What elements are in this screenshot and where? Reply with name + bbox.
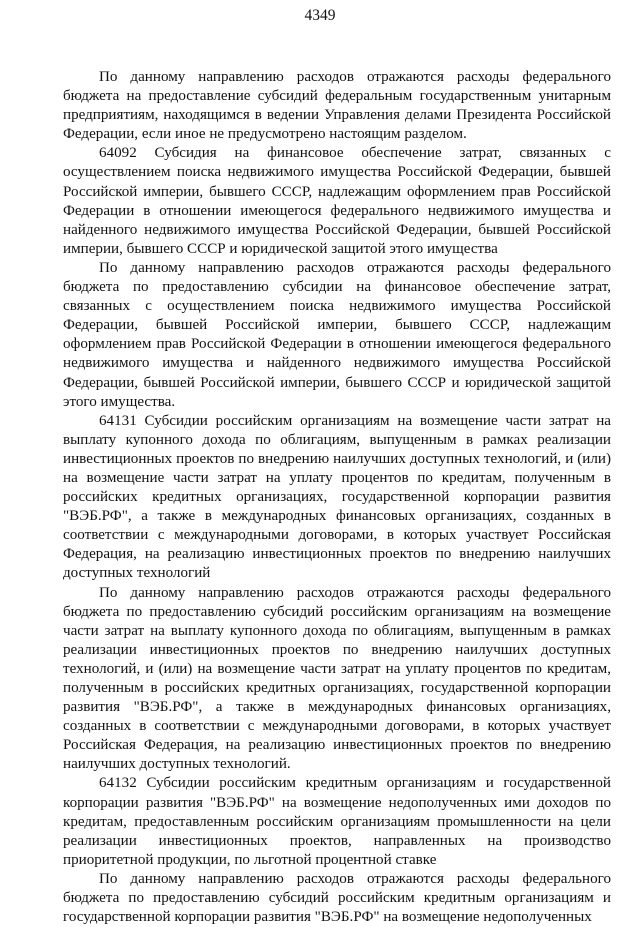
paragraph-64132-heading: 64132 Субсидии российским кредитным организациям и государственной корпорации развития "ВЭБ.РФ" на возмещение недополученных ими доходов по кредитам, предоставленным российским организациям промышленности на цели реализации инвестиционных проектов, направленных на производство приоритетной продукции, по льготной процентной ставке <box>63 775 611 868</box>
page-number: 4349 <box>304 7 336 24</box>
body-text <box>63 68 611 927</box>
paragraph-64092-description: По данному направлению расходов отражаются расходы федерального бюджета по предоставлению субсидии на финансовое обеспечение затрат, связанных с осуществлением поиска недвижимого имущества Российской Федерации, бывшей Российской империи, бывшего СССР, надлежащим оформлением прав Российской Федерации в отношении имеющегося федерального недвижимого имущества и найденного недвижимого имущества Российской Федерации, бывшей Российской империи, бывшего СССР и юридической защитой этого имущества. <box>63 259 611 410</box>
paragraph-subsidies-fgup-description: По данному направлению расходов отражаются расходы федерального бюджета на предоставление субсидий федеральным государственным унитарным предприятиям, находящимся в ведении Управления делами Президента Российской Федерации, если иное не предусмотрено настоящим разделом. <box>63 69 611 143</box>
paragraph-64131-heading: 64131 Субсидии российским организациям на возмещение части затрат на выплату купонного дохода по облигациям, выпущенным в рамках реализации инвестиционных проектов по внедрению наилучших доступных технологий, и (или) на возмещение части затрат на уплату процентов по кредитам, полученным в российских кредитных организациях, государственной корпорации развития "ВЭБ.РФ", а также в международных финансовых организациях, созданных в соответствии с международными договорами, в которых участвует Российская Федерация, на реализацию инвестиционных проектов по внедрению наилучших доступных технологий <box>63 412 611 582</box>
paragraph-64131-description: По данному направлению расходов отражаются расходы федерального бюджета по предоставлению субсидий российским организациям на возмещение части затрат на выплату купонного дохода по облигациям, выпущенным в рамках реализации инвестиционных проектов по внедрению наилучших доступных технологий, и (или) на возмещение части затрат на уплату процентов по кредитам, полученным в российских кредитных организациях, государственной корпорации развития "ВЭБ.РФ", а также в международных финансовых организациях, созданных в соответствии с международными договорами, в которых участвует Российская Федерация, на реализацию инвестиционных проектов по внедрению наилучших доступных технологий. <box>63 584 611 773</box>
paragraph-64132-description: По данному направлению расходов отражаются расходы федерального бюджета по предоставлению субсидий российским кредитным организациям и государственной корпорации развития "ВЭБ.РФ" на возмещение недополученных <box>63 870 611 926</box>
paragraph-64092-heading: 64092 Субсидия на финансовое обеспечение затрат, связанных с осуществлением поиска недвижимого имущества Российской Федерации, бывшей Российской империи, бывшего СССР, надлежащим оформлением прав Российской Федерации в отношении имеющегося федерального недвижимого имущества и найденного недвижимого имущества Российской Федерации, бывшей Российской империи, бывшего СССР и юридической защитой этого имущества <box>63 145 611 257</box>
